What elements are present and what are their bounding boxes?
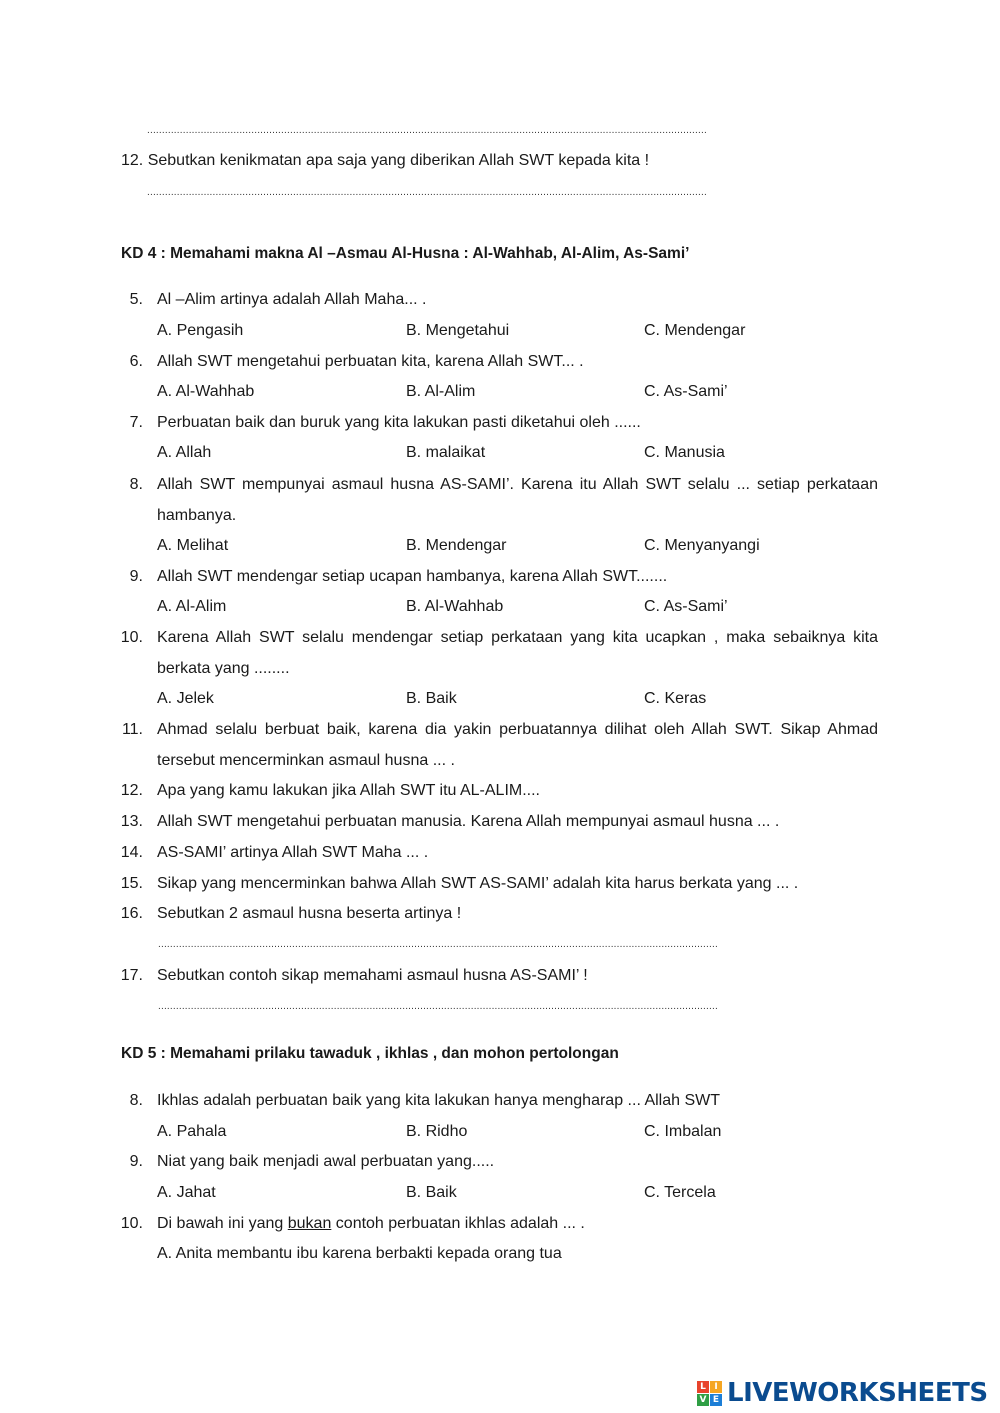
question-number: 10. xyxy=(120,1215,143,1232)
option-a[interactable]: A. Allah xyxy=(157,444,212,461)
question-number: 8. xyxy=(129,476,143,493)
option-a[interactable]: A. Anita membantu ibu karena berbakti kepada orang tua xyxy=(157,1245,562,1262)
question-text xyxy=(157,1215,585,1233)
question-text-continued: tersebut mencerminkan asmaul husna ... . xyxy=(157,752,455,769)
question-9-kd5 xyxy=(0,1153,880,1177)
option-a[interactable]: A. Jahat xyxy=(157,1184,216,1201)
option-b[interactable]: B. Mengetahui xyxy=(406,322,510,339)
question-text: Sebutkan contoh sikap memahami asmaul husna AS-SAMI’ ! xyxy=(157,967,588,984)
question-9 xyxy=(0,568,880,592)
question-text: Sebutkan 2 asmaul husna beserta artinya ! xyxy=(157,905,462,922)
question-8-kd5 xyxy=(0,1092,880,1116)
question-10 xyxy=(0,629,880,653)
option-a[interactable]: A. Jelek xyxy=(157,690,214,707)
option-c[interactable]: C. Keras xyxy=(644,690,707,707)
option-b[interactable]: B. Al-Wahhab xyxy=(406,598,504,615)
question-number: 16. xyxy=(120,905,143,922)
question-text: Allah SWT mengetahui perbuatan kita, karena Allah SWT... . xyxy=(157,353,584,370)
question-text: Al –Alim artinya adalah Allah Maha... . xyxy=(157,291,427,308)
logo-mark-icon xyxy=(697,1381,723,1407)
question-13 xyxy=(0,813,880,837)
option-a[interactable]: A. Al-Wahhab xyxy=(157,383,255,400)
question-number: 15. xyxy=(120,875,143,892)
question-number: 14. xyxy=(120,844,143,861)
question-text: Allah SWT mengetahui perbuatan manusia. Karena Allah mempunyai asmaul husna ... . xyxy=(157,813,780,830)
option-b[interactable]: B. Baik xyxy=(406,690,457,707)
question-text: Perbuatan baik dan buruk yang kita lakukan pasti diketahui oleh ...... xyxy=(157,414,641,431)
question-14 xyxy=(0,844,880,868)
question-12-top xyxy=(121,152,649,170)
question-text: Karena Allah SWT selalu mendengar setiap perkataan yang kita ucapkan , maka sebaiknya kita xyxy=(157,629,878,646)
question-number: 12. xyxy=(121,152,144,169)
option-c[interactable]: C. Manusia xyxy=(644,444,725,461)
option-b[interactable]: B. Mendengar xyxy=(406,537,507,554)
option-b[interactable]: B. malaikat xyxy=(406,444,486,461)
question-number: 13. xyxy=(120,813,143,830)
answer-line[interactable]: ............................................................................................................................................................................................ xyxy=(147,187,707,198)
question-text: Allah SWT mendengar setiap ucapan hambanya, karena Allah SWT....... xyxy=(157,568,668,585)
question-text: Niat yang baik menjadi awal perbuatan yang..... xyxy=(157,1153,495,1170)
option-b[interactable]: B. Ridho xyxy=(406,1123,468,1140)
question-number: 12. xyxy=(120,782,143,799)
option-a[interactable]: A. Melihat xyxy=(157,537,229,554)
answer-line[interactable]: ............................................................................................................................................................................................ xyxy=(147,125,707,136)
logo-letter: L xyxy=(697,1381,709,1393)
question-text: Sebutkan kenikmatan apa saja yang diberikan Allah SWT kepada kita ! xyxy=(147,152,650,169)
question-8 xyxy=(0,476,880,500)
question-number: 7. xyxy=(129,414,143,431)
option-b[interactable]: B. Baik xyxy=(406,1184,457,1201)
question-12 xyxy=(0,782,880,806)
question-7 xyxy=(0,414,880,438)
option-b[interactable]: B. Al-Alim xyxy=(406,383,476,400)
question-text: Allah SWT mempunyai asmaul husna AS-SAMI’. Karena itu Allah SWT selalu ... setiap perkataan xyxy=(157,476,878,493)
question-11 xyxy=(0,721,880,745)
question-text: Ahmad selalu berbuat baik, karena dia yakin perbuatannya dilihat oleh Allah SWT. Sikap Ahmad xyxy=(157,721,878,738)
logo-letter: E xyxy=(710,1394,722,1406)
question-number: 11. xyxy=(121,721,143,738)
logo-text: LIVEWORKSHEETS xyxy=(727,1378,988,1408)
option-c[interactable]: C. Mendengar xyxy=(644,322,746,339)
question-text-continued: hambanya. xyxy=(157,507,237,524)
question-number: 8. xyxy=(129,1092,143,1109)
question-number: 9. xyxy=(129,1153,143,1170)
option-c[interactable]: C. Menyanyangi xyxy=(644,537,760,554)
logo-letter: V xyxy=(697,1394,709,1406)
question-text: Sikap yang mencerminkan bahwa Allah SWT AS-SAMI’ adalah kita harus berkata yang ... . xyxy=(157,875,799,892)
question-number: 5. xyxy=(129,291,143,308)
question-number: 9. xyxy=(129,568,143,585)
question-16 xyxy=(0,905,880,929)
question-6 xyxy=(0,353,880,377)
question-15 xyxy=(0,875,880,899)
option-c[interactable]: C. As-Sami’ xyxy=(644,383,728,400)
question-10-kd5 xyxy=(0,1215,880,1239)
question-number: 10. xyxy=(120,629,143,646)
option-a[interactable]: A. Pahala xyxy=(157,1123,227,1140)
option-a[interactable]: A. Al-Alim xyxy=(157,598,227,615)
question-text: Apa yang kamu lakukan jika Allah SWT itu AL-ALIM.... xyxy=(157,782,540,799)
question-5 xyxy=(0,291,880,315)
underlined-word: bukan xyxy=(287,1215,332,1232)
question-number: 17. xyxy=(120,967,143,984)
section-heading-kd5: KD 5 : Memahami prilaku tawaduk , ikhlas , dan mohon pertolongan xyxy=(121,1045,619,1062)
logo-letter: I xyxy=(710,1381,722,1393)
question-text-end: contoh perbuatan ikhlas adalah ... . xyxy=(331,1215,585,1232)
option-c[interactable]: C. Imbalan xyxy=(644,1123,722,1140)
option-a[interactable]: A. Pengasih xyxy=(157,322,244,339)
question-text: Ikhlas adalah perbuatan baik yang kita lakukan hanya mengharap ... Allah SWT xyxy=(157,1092,721,1109)
question-number: 6. xyxy=(129,353,143,370)
section-heading-kd4: KD 4 : Memahami makna Al –Asmau Al-Husna : Al-Wahhab, Al-Alim, As-Sami’ xyxy=(121,245,690,262)
question-17 xyxy=(0,967,880,991)
question-text: AS-SAMI’ artinya Allah SWT Maha ... . xyxy=(157,844,429,861)
answer-line[interactable]: ............................................................................................................................................................................................ xyxy=(158,939,718,950)
option-c[interactable]: C. Tercela xyxy=(644,1184,716,1201)
option-c[interactable]: C. As-Sami’ xyxy=(644,598,728,615)
answer-line[interactable]: ............................................................................................................................................................................................ xyxy=(158,1001,718,1012)
question-text-start: Di bawah ini yang xyxy=(157,1215,288,1232)
question-text-continued: berkata yang ........ xyxy=(157,660,290,677)
